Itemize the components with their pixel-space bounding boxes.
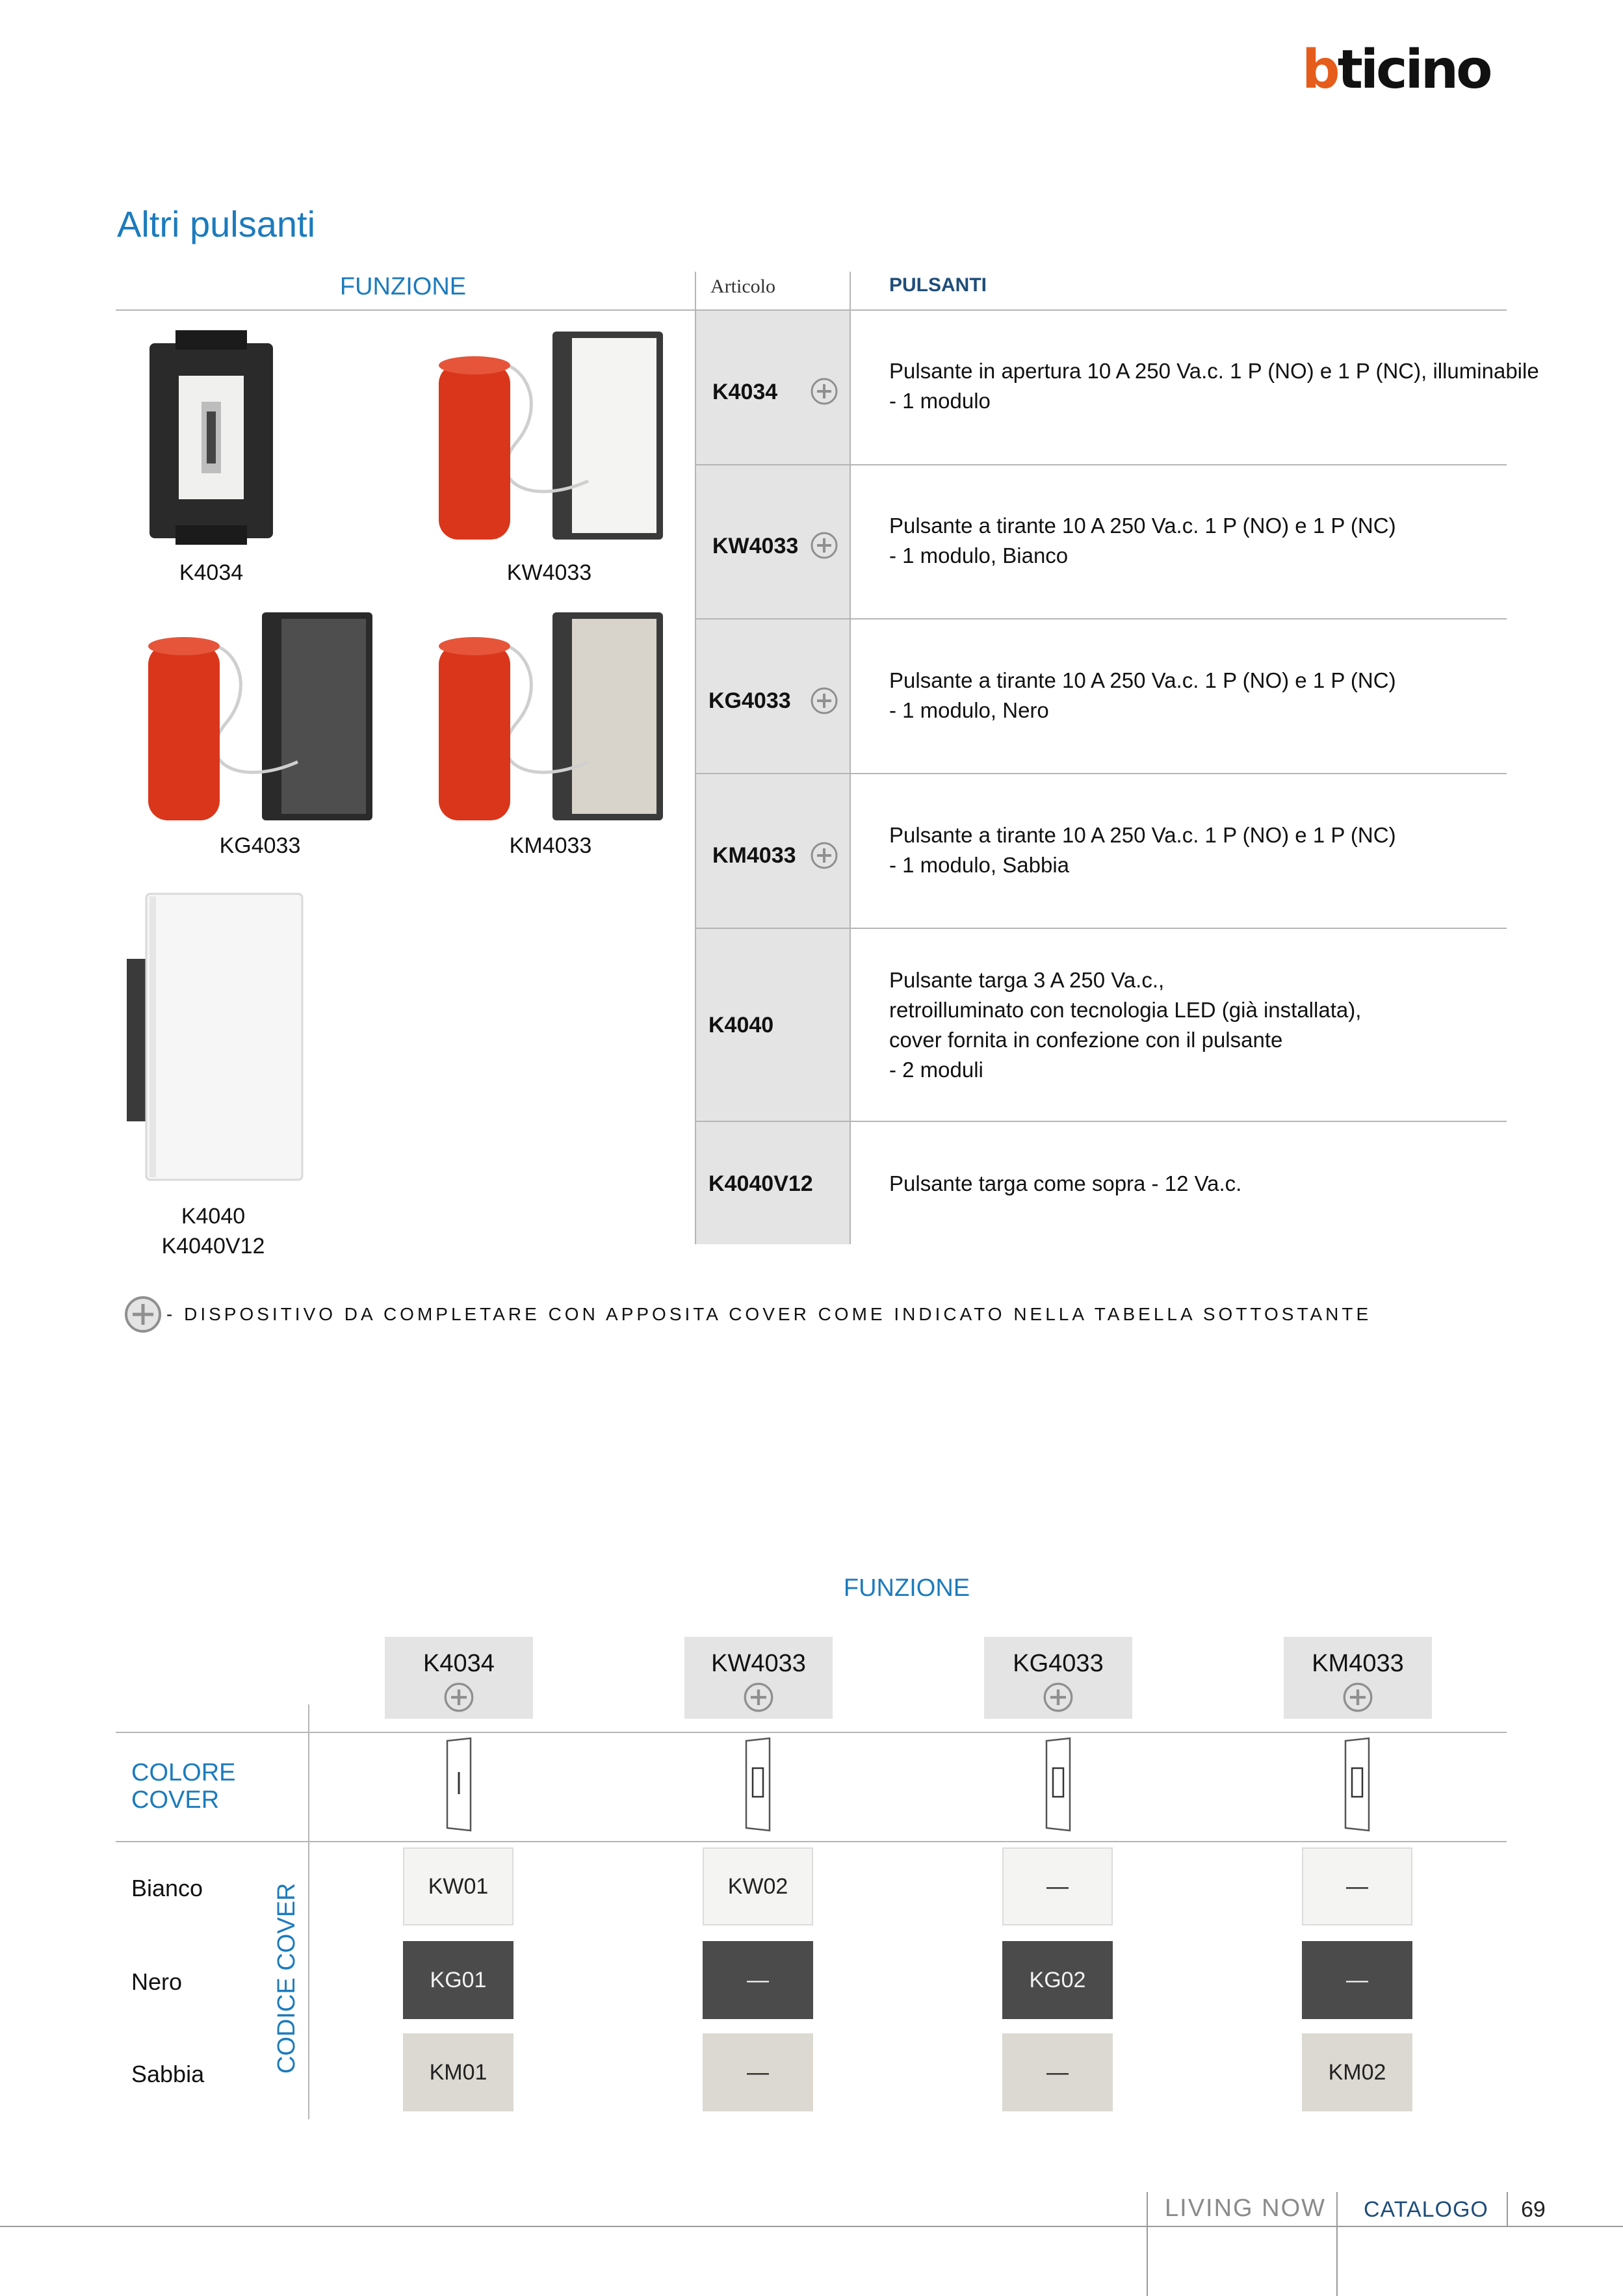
plus-icon xyxy=(810,531,838,560)
article-code: KW4033 xyxy=(712,534,799,558)
footer-divider xyxy=(1147,2192,1148,2296)
column-header-label: K4034 xyxy=(423,1650,495,1677)
product-label: KM4033 xyxy=(509,833,592,858)
product-kg4033-image xyxy=(142,606,376,827)
code-cell: KM01 xyxy=(403,2033,513,2111)
footer-line xyxy=(0,2226,1623,2227)
colore-cover-line: COLORE xyxy=(131,1759,236,1786)
row-divider xyxy=(695,1121,1507,1122)
description-line: retroilluminato con tecnologia LED (già installata), xyxy=(889,998,1362,1022)
column-header xyxy=(1284,1637,1432,1719)
lower-column-divider xyxy=(308,1704,309,2119)
funzione-header-lower: FUNZIONE xyxy=(843,1574,970,1602)
code-cell: KW02 xyxy=(703,1847,813,1925)
plus-icon xyxy=(743,1682,774,1713)
article-description xyxy=(889,666,1396,725)
cover-icon xyxy=(1041,1736,1075,1833)
code-column-bg xyxy=(695,311,851,1244)
codice-cover-label: CODICE COVER xyxy=(273,1883,300,2074)
article-description xyxy=(889,511,1396,571)
code-cell: — xyxy=(703,2033,813,2111)
product-kw4033-image xyxy=(432,325,666,546)
plus-icon xyxy=(443,1682,474,1713)
column-header-label: KM4033 xyxy=(1312,1650,1404,1677)
article-description xyxy=(889,356,1539,416)
code-cell: KG02 xyxy=(1002,1941,1113,2019)
code-cell: KW01 xyxy=(403,1847,513,1925)
plus-icon xyxy=(123,1295,162,1334)
page-title: Altri pulsanti xyxy=(117,203,316,244)
plus-icon xyxy=(810,686,838,715)
article-code: KG4033 xyxy=(708,688,791,713)
cover-note xyxy=(123,1295,1371,1334)
footer-section: CATALOGO xyxy=(1364,2197,1488,2222)
description-line: - 1 modulo, Bianco xyxy=(889,543,1069,567)
product-k4034-image xyxy=(143,330,279,545)
colore-cover-line: COVER xyxy=(131,1786,220,1814)
description-line: Pulsante targa come sopra - 12 Va.c. xyxy=(889,1171,1242,1195)
code-cell: KM02 xyxy=(1302,2033,1412,2111)
row-divider xyxy=(695,464,1507,465)
header-divider xyxy=(116,309,1507,311)
brand-logo: b ticino xyxy=(1302,39,1490,101)
product-label: KW4033 xyxy=(506,560,592,585)
funzione-header: FUNZIONE xyxy=(339,273,467,300)
column-header-label: KW4033 xyxy=(711,1650,806,1677)
cover-icon xyxy=(741,1736,775,1833)
column-divider-right xyxy=(850,272,851,1244)
column-header xyxy=(984,1637,1132,1719)
description-line: Pulsante a tirante 10 A 250 Va.c. 1 P (NO) e 1 P (NC) xyxy=(889,823,1396,847)
description-line: Pulsante a tirante 10 A 250 Va.c. 1 P (NO) e 1 P (NC) xyxy=(889,514,1396,538)
plus-icon xyxy=(810,377,838,406)
description-line: - 1 modulo, Sabbia xyxy=(889,853,1070,877)
row-divider xyxy=(695,618,1507,620)
article-description xyxy=(889,1169,1241,1199)
product-label: K4040V12 xyxy=(161,1234,265,1259)
plus-icon xyxy=(810,841,838,870)
row-label-sabbia: Sabbia xyxy=(131,2061,205,2087)
code-cell: KG01 xyxy=(403,1941,513,2019)
article-code: K4040V12 xyxy=(708,1171,813,1196)
description-line: cover fornita in confezione con il pulsante xyxy=(889,1028,1283,1052)
cover-icon xyxy=(1340,1736,1374,1833)
description-line: Pulsante in apertura 10 A 250 Va.c. 1 P (NO) e 1 P (NC), illuminabile xyxy=(889,359,1539,383)
product-km4033-image xyxy=(432,606,666,827)
cover-icon xyxy=(442,1736,476,1833)
row-label-bianco: Bianco xyxy=(131,1875,203,1901)
column-divider-left xyxy=(695,272,696,1244)
plus-icon xyxy=(1342,1682,1373,1713)
pulsanti-header: PULSANTI xyxy=(889,274,987,296)
column-header xyxy=(684,1637,833,1719)
code-cell: — xyxy=(1302,1847,1412,1925)
description-line: - 1 modulo, Nero xyxy=(889,698,1049,722)
article-description xyxy=(889,965,1361,1085)
product-label: K4040 xyxy=(181,1204,246,1229)
article-code: K4040 xyxy=(708,1013,774,1037)
footer-divider xyxy=(1507,2192,1508,2226)
row-divider xyxy=(695,773,1507,774)
description-line: - 2 moduli xyxy=(889,1058,983,1082)
article-description xyxy=(889,820,1396,880)
description-line: - 1 modulo xyxy=(889,389,991,413)
code-cell: — xyxy=(1002,1847,1113,1925)
code-cell: — xyxy=(1302,1941,1412,2019)
code-cell: — xyxy=(1002,2033,1113,2111)
product-label: K4034 xyxy=(179,560,244,585)
column-header xyxy=(385,1637,533,1719)
product-k4040-image xyxy=(120,887,305,1186)
footer-divider xyxy=(1336,2192,1338,2296)
page-number: 69 xyxy=(1521,2197,1546,2222)
lower-header-divider xyxy=(116,1732,1507,1733)
articolo-header: Articolo xyxy=(710,276,775,297)
description-line: Pulsante a tirante 10 A 250 Va.c. 1 P (NO) e 1 P (NC) xyxy=(889,668,1396,692)
description-line: Pulsante targa 3 A 250 Va.c., xyxy=(889,968,1165,992)
footer-series: LIVING NOW xyxy=(1165,2195,1327,2222)
row-label-nero: Nero xyxy=(131,1968,183,1995)
row-divider xyxy=(695,928,1507,929)
plus-icon xyxy=(1043,1682,1074,1713)
article-code: KM4033 xyxy=(712,843,796,868)
note-text: - DISPOSITIVO DA COMPLETARE CON APPOSITA COVER COME INDICATO NELLA TABELLA SOTTOSTANTE xyxy=(166,1304,1372,1324)
article-code: K4034 xyxy=(712,380,778,404)
product-label: KG4033 xyxy=(219,833,301,858)
lower-row-divider xyxy=(116,1841,1507,1842)
colore-cover-label xyxy=(131,1759,235,1814)
code-cell: — xyxy=(703,1941,813,2019)
column-header-label: KG4033 xyxy=(1013,1650,1104,1677)
